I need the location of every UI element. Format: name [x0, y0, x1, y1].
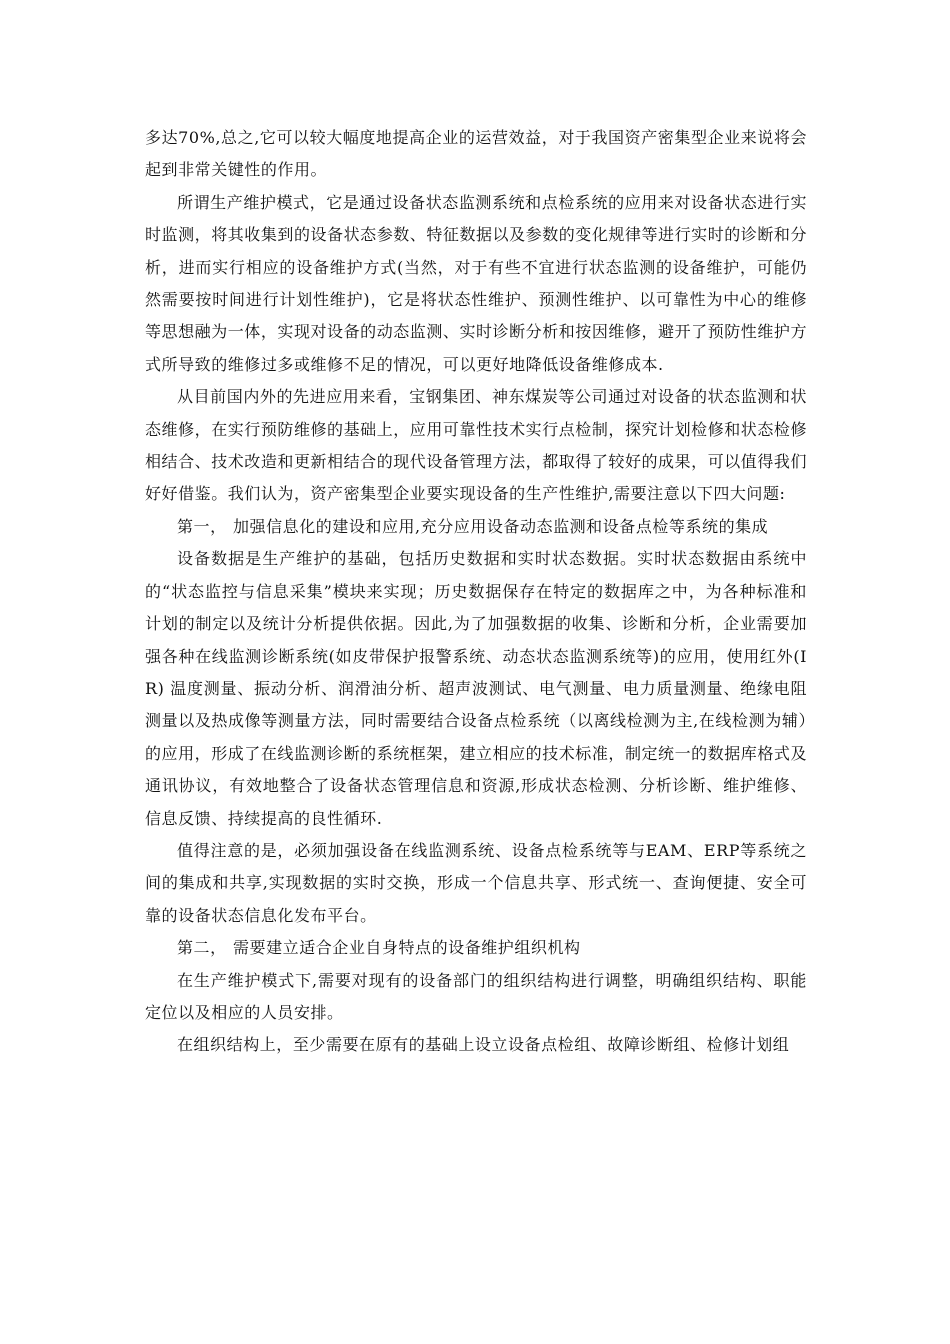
paragraph-continuation: 多达70%,总之,它可以较大幅度地提高企业的运营效益，对于我国资产密集型企业来说将会起到非常关键性的作用。: [145, 128, 807, 180]
section-heading-first: [145, 511, 807, 543]
paragraph-org-adjustment: 在生产维护模式下,需要对现有的设备部门的组织结构进行调整，明确组织结构、职能定位以及相应的人员安排。: [145, 970, 807, 1022]
section-number-second: 第二，: [177, 938, 227, 958]
section-number-first: 第一，: [177, 516, 227, 536]
section-heading-second: [145, 932, 807, 964]
paragraph-production-maintenance-definition: 所谓生产维护模式，它是通过设备状态监测系统和点检系统的应用来对设备状态进行实时监测，将其收集到的设备状态参数、特征数据以及参数的变化规律等进行实时的诊断和分析，进而实行相应的设备维护方式(当然，对于有些不宜进行状态监测的设备维护，可能仍然需要按时间进行计划性维护)，它是将状态性维护、预测性维护、以可靠性为中心的维修等思想融为一体，实现对设备的动态监测、实时诊断分析和按因维修，避开了预防性维护方式所导致的维修过多或维修不足的情况，可以更好地降低设备维修成本.: [145, 192, 808, 374]
paragraph-domestic-foreign-practice: 从目前国内外的先进应用来看，宝钢集团、神东煤炭等公司通过对设备的状态监测和状态维修，在实行预防维修的基础上，应用可靠性技术实行点检制，探究计划检修和状态检修相结合、技术改造和更新相结合的现代设备管理方法，都取得了较好的成果，可以值得我们好好借鉴。我们认为，资产密集型企业要实现设备的生产性维护,需要注意以下四大问题:: [145, 387, 808, 504]
paragraph-org-structure: 在组织结构上，至少需要在原有的基础上设立设备点检组、故障诊断组、检修计划组: [177, 1035, 790, 1055]
paragraph-system-integration: 值得注意的是，必须加强设备在线监测系统、设备点检系统等与EAM、ERP等系统之间的集成和共享,实现数据的实时交换，形成一个信息共享、形式统一、查询便捷、安全可靠的设备状态信息化发布平台。: [145, 840, 807, 925]
paragraph-equipment-data: 设备数据是生产维护的基础，包括历史数据和实时状态数据。实时状态数据由系统中的“状态监控与信息采集”模块来实现；历史数据保存在特定的数据库之中，为各种标准和计划的制定以及统计分析提供依据。因此,为了加强数据的收集、诊断和分析，企业需要加强各种在线监测诊断系统(如皮带保护报警系统、动态状态监测系统等)的应用，使用红外(IR) 温度测量、振动分析、润滑油分析、超声波测试、电气测量、电力质量测量、绝缘电阻测量以及热成像等测量方法，同时需要结合设备点检系统（以离线检测为主,在线检测为辅）的应用，形成了在线监测诊断的系统框架，建立相应的技术标准，制定统一的数据库格式及通讯协议，有效地整合了设备状态管理信息和资源,形成状态检测、分析诊断、维护维修、信息反馈、持续提高的良性循环.: [145, 549, 808, 828]
body-text: [145, 122, 807, 1062]
section-title-second: 需要建立适合企业自身特点的设备维护组织机构: [233, 938, 581, 958]
section-title-first: 加强信息化的建设和应用,充分应用设备动态监测和设备点检等系统的集成: [233, 516, 769, 536]
